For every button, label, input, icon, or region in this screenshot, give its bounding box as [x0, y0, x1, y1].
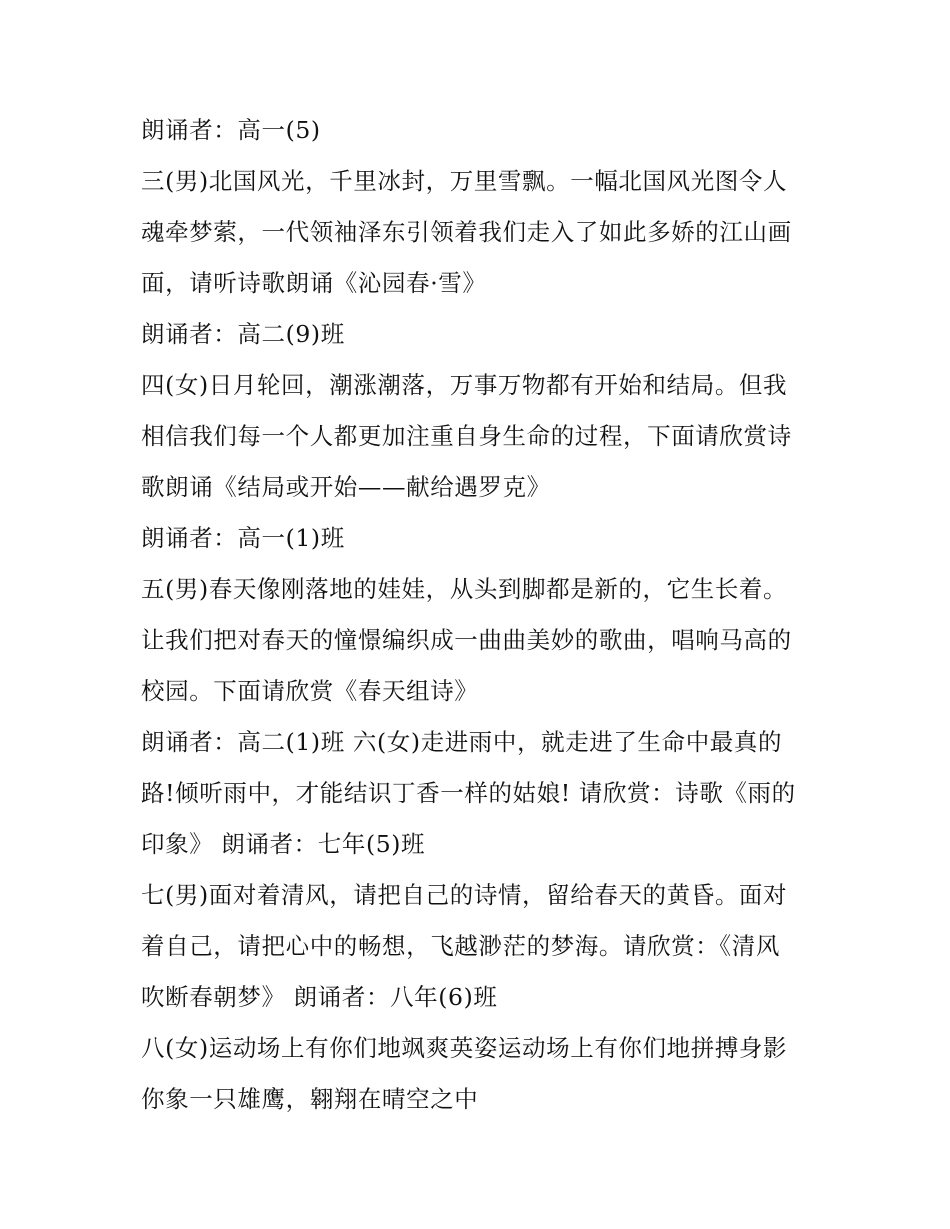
text-line: 四(女)日月轮回，潮涨潮落，万事万物都有开始和结局。但我	[141, 371, 788, 399]
text-line: 歌朗诵《结局或开始——献给遇罗克》	[141, 473, 551, 501]
text-line: 相信我们每一个人都更加注重自身生命的过程，下面请欣赏诗	[141, 422, 792, 450]
text-line: 五(男)春天像刚落地的娃娃，从头到脚都是新的，它生长着。	[141, 575, 788, 603]
text-line: 朗诵者：高一(1)班	[141, 524, 345, 552]
text-line: 路!倾听雨中，才能结识丁香一样的姑娘! 请欣赏：诗歌《雨的	[141, 779, 796, 807]
document-body	[141, 111, 821, 1131]
text-line: 吹断春朝梦》 朗诵者：八年(6)班	[141, 983, 498, 1011]
text-line: 校园。下面请欣赏《春天组诗》	[141, 677, 479, 705]
text-line: 七(男)面对着清风，请把自己的诗情，留给春天的黄昏。面对	[141, 881, 788, 909]
text-line: 魂牵梦萦，一代领袖泽东引领着我们走入了如此多娇的江山画	[141, 218, 792, 246]
text-line: 让我们把对春天的憧憬编织成一曲曲美妙的歌曲，唱响马高的	[141, 626, 792, 654]
text-line: 你象一只雄鹰，翱翔在晴空之中	[141, 1085, 479, 1113]
text-line: 朗诵者：高一(5)	[141, 116, 321, 144]
text-line: 印象》 朗诵者：七年(5)班	[141, 830, 426, 858]
text-line: 八(女)运动场上有你们地飒爽英姿运动场上有你们地拼搏身影	[141, 1034, 788, 1062]
text-line: 面，请听诗歌朗诵《沁园春·雪》	[141, 269, 487, 297]
text-line: 着自己，请把心中的畅想，飞越渺茫的梦海。请欣赏：《清风	[141, 932, 780, 960]
text-line: 三(男)北国风光，千里冰封，万里雪飘。一幅北国风光图令人	[141, 167, 788, 195]
text-line: 朗诵者：高二(1)班 六(女)走进雨中，就走进了生命中最真的	[141, 728, 783, 756]
text-line: 朗诵者：高二(9)班	[141, 320, 345, 348]
